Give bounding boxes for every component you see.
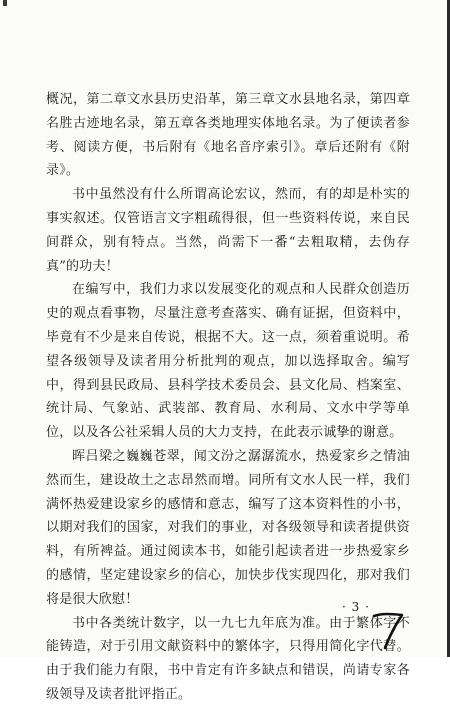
page-number: · 3 · <box>342 600 370 614</box>
scan-artifact <box>3 0 7 6</box>
paragraph-content-nature: 书中虽然没有什么所谓高论宏议，然而，有的却是朴实的事实叙述。仅管语言文字粗疏得很，但一些资料传说，来自民间群众，别有特点。当然，尚需下一番“去粗取精，去伪存真”的功夫！ <box>46 187 410 274</box>
paragraph-editing-approach: 在编写中，我们力求以发展变化的观点和人民群众创造历史的观点看事物，尽量注意考查落实、确有证据，但资料中，毕竟有不少是来自传说，根据不大。这一点，须着重说明。希望各级领导及读者用分析批判的观点，加以选择取舍。编写中，得到县民政局、县科学技术委员会、县文化局、档案室、统计局、气象站、武装部、教育局、水利局、文水中学等单位，以及各公社采辑人员的大力支持，在此表示诚挚的谢意。 <box>46 282 410 441</box>
handwritten-annotation <box>370 608 406 652</box>
paragraph-hometown-sentiment: 晖吕梁之巍巍苍翠，闻文汾之潺潺流水，热爱家乡之情油然而生，建设故土之志昂然而增。同所有文水人民一样，我们满怀热爱建设家乡的感情和意志，编写了这本资料性的小书，以期对我们的国家，对我们的事业，对各级领导和读者提供资料，有所裨益。通过阅读本书，如能引起读者进一步热爱家乡的感情，坚定建设家乡的信心，加快步伐实现四化，那对我们将是很大欣慰！ <box>46 448 410 607</box>
paragraph-statistics-note: 书中各类统计数字，以一九七九年底为准。由于繁体字不能铸造，对于引用文献资料中的繁体字，只得用简化字代替。由于我们能力有限，书中肯定有许多缺点和错误，尚请专家各级领导及读者批评指正。 <box>46 615 410 702</box>
paragraph-chapter-list: 概况，第二章文水县历史沿革，第三章文水县地名录，第四章名胜古迹地名录，第五章各类地理实体地名录。为了便读者参考、阅读方便，书后附有《地名音序索引》。章后还附有《附录》。 <box>46 92 410 179</box>
